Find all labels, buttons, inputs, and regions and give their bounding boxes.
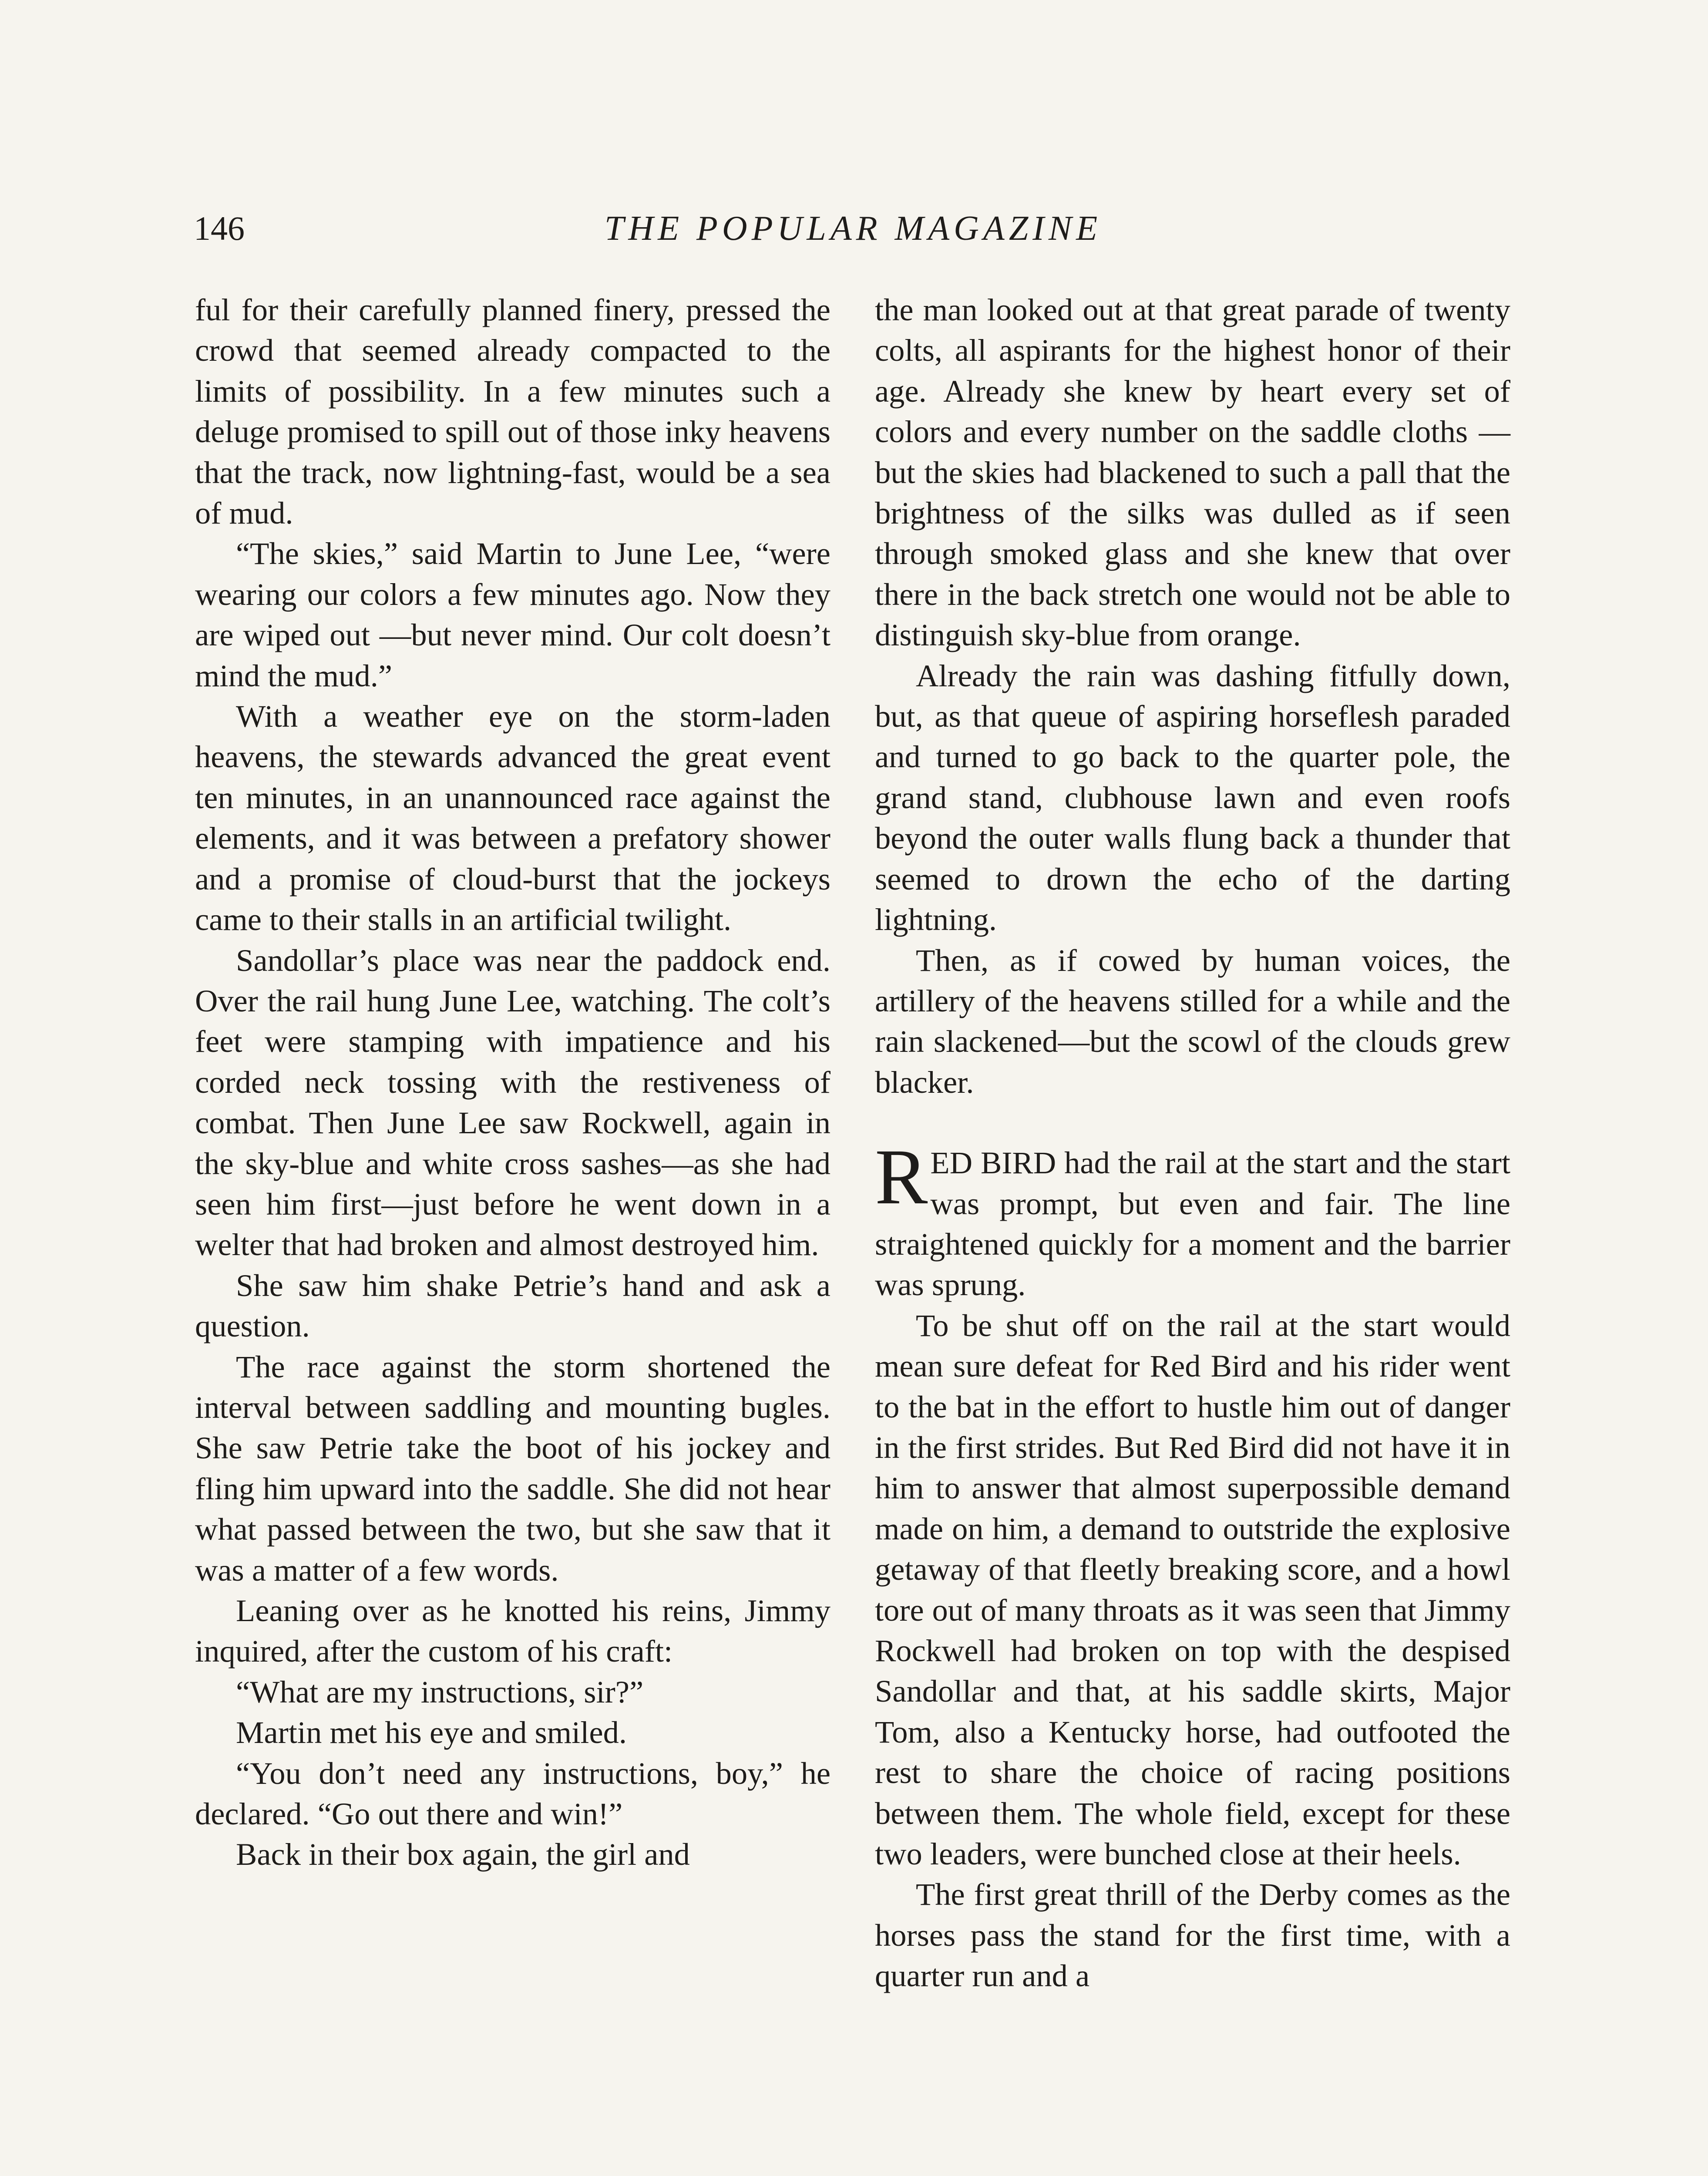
section-opening-paragraph: [875, 1133, 1510, 1305]
paragraph: Sandollar’s place was near the paddock end. Over the rail hung June Lee, watching. The colt’s feet were stamping with impatience and his corded neck tossing with the restiveness of combat. Then June Lee saw Rockwell, again in the sky-blue and white cross sashes—as she had seen him first—just before he went down in a welter that had broken and almost destroyed him.: [195, 942, 830, 1263]
paragraph: She saw him shake Petrie’s hand and ask a question.: [195, 1267, 830, 1344]
paragraph: “You don’t need any instructions, boy,” he declared. “Go out there and win!”: [195, 1755, 830, 1832]
page-number: 146: [194, 209, 245, 247]
paragraph: Back in their box again, the girl and: [236, 1837, 690, 1872]
paragraph: “What are my instructions, sir?”: [236, 1674, 644, 1709]
paragraph: The race against the storm shortened the interval between saddling and mounting bugles. She saw Petrie take the boot of his jockey and fling him upward into the saddle. She did not hear what passed between the two, but she saw that it was a matter of a few words.: [195, 1349, 830, 1588]
paragraph: Already the rain was dashing fitfully down, but, as that queue of aspiring horseflesh paraded and turned to go back to the quarter pole, the grand stand, clubhouse lawn and even roofs beyond the outer walls flung back a thunder that seemed to drown the echo of the darting lightning.: [875, 658, 1510, 937]
paragraph: “The skies,” said Martin to June Lee, “were wearing our colors a few minutes ago. Now they are wiped out —but never mind. Our colt doesn’t mind the mud.”: [195, 536, 830, 693]
paragraph: Leaning over as he knotted his reins, Jimmy inquired, after the custom of his craft:: [195, 1593, 830, 1669]
paragraph: Martin met his eye and smiled.: [236, 1715, 627, 1750]
drop-cap: R: [875, 1133, 928, 1221]
paragraph: ful for their carefully planned finery, pressed the crowd that seemed already compacted to the limits of possibility. In a few minutes such a deluge promised to spill out of those inky heavens that the track, now lightning-fast, would be a sea of mud.: [195, 292, 830, 531]
paragraph: With a weather eye on the storm-laden heavens, the stewards advanced the great event ten minutes, in an unannounced race against the elements, and it was between a prefatory shower and a promise of cloud-burst that the jockeys came to their stalls in an artificial twilight.: [195, 698, 830, 937]
paragraph: Then, as if cowed by human voices, the artillery of the heavens stilled for a while and the rain slackened—but the scowl of the clouds grew blacker.: [875, 942, 1510, 1100]
right-column: [875, 289, 1510, 1996]
paragraph: the man looked out at that great parade of twenty colts, all aspirants for the highest honor of their age. Already she knew by heart every set of colors and every number on the saddle cloths —but the skies had blackened to such a pall that the brightness of the silks was dulled as if seen through smoked glass and she knew that over there in the back stretch one would not be able to distinguish sky-blue from orange.: [875, 292, 1510, 653]
section-opening-text: ED BIRD had the rail at the start and the start was prompt, but even and fair. The line straightened quickly for a moment and the barrier was sprung.: [875, 1145, 1510, 1303]
page-header: [194, 205, 1513, 252]
running-title: THE POPULAR MAGAZINE: [604, 209, 1102, 248]
paragraph: To be shut off on the rail at the start would mean sure defeat for Red Bird and his rider went to the bat in the effort to hustle him out of danger in the first strides. But Red Bird did not have it in him to answer that almost superpossible demand made on him, a demand to outstride the explosive getaway of that fleetly breaking score, and a howl tore out of many throats as it was seen that Jimmy Rockwell had broken on top with the despised Sandollar and that, at his saddle skirts, Major Tom, also a Kentucky horse, had outfooted the rest to share the choice of racing positions between them. The whole field, except for these two leaders, were bunched close at their heels.: [875, 1307, 1510, 1872]
paragraph: The first great thrill of the Derby comes as the horses pass the stand for the first time, with a quarter run and a: [875, 1877, 1510, 1994]
left-column: [195, 289, 830, 1875]
